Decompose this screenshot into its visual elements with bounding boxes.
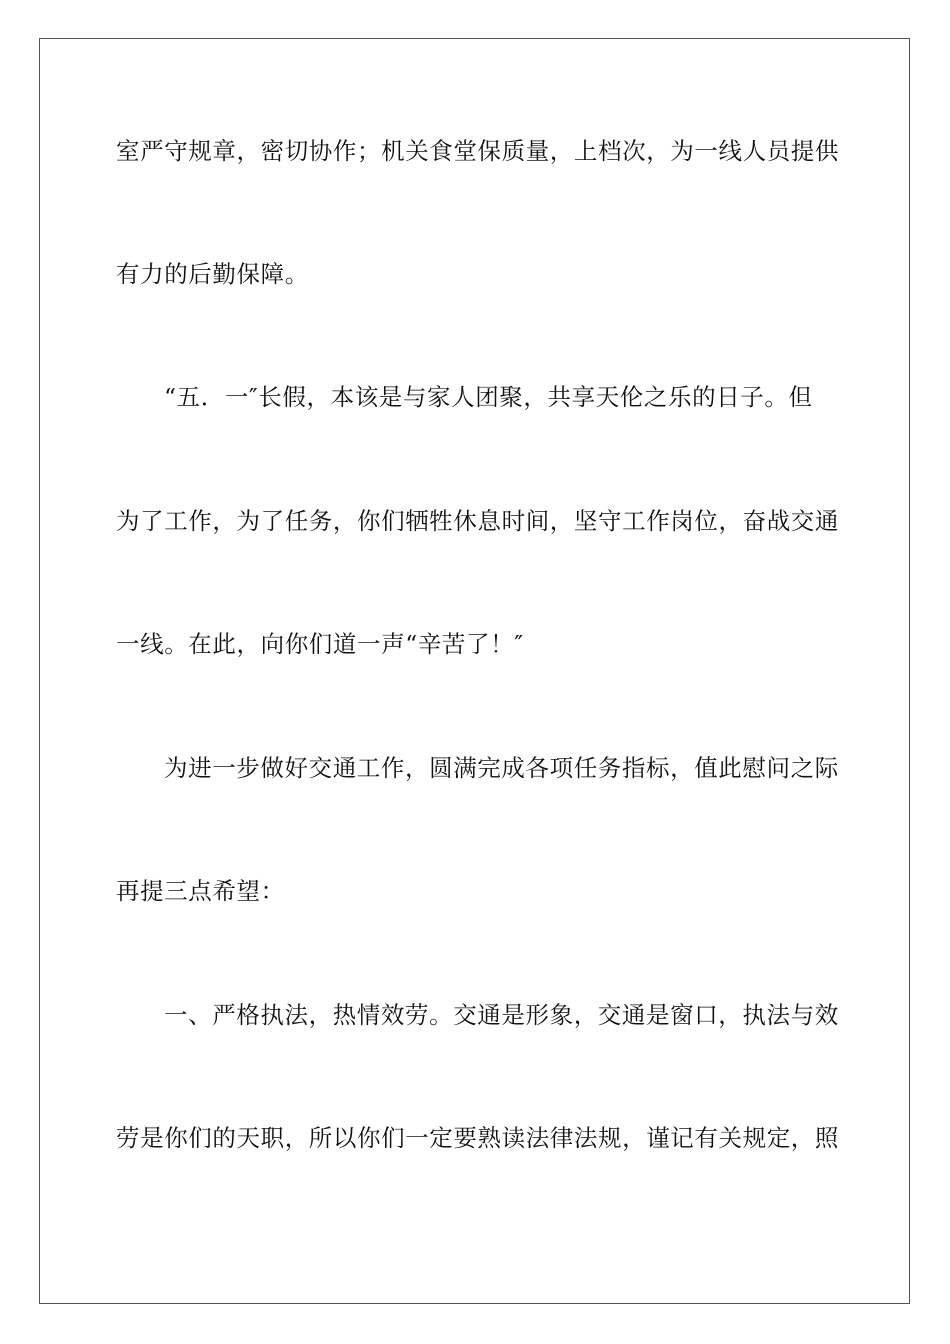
text-line: 为了工作，为了任务，你们牺牲休息时间，坚守工作岗位，奋战交通 bbox=[116, 507, 839, 535]
text-line: 一线。在此，向你们道一声“辛苦了！″ bbox=[116, 630, 524, 658]
text-line: 劳是你们的天职，所以你们一定要熟读法律法规，谨记有关规定，照 bbox=[116, 1124, 839, 1152]
paragraph-start-line: “五．一″长假，本该是与家人团聚，共享天伦之乐的日子。但 bbox=[164, 383, 813, 411]
text-line: 室严守规章，密切协作；机关食堂保质量，上档次，为一线人员提供 bbox=[116, 137, 839, 165]
paragraph-start-line: 一、严格执法，热情效劳。交通是形象，交通是窗口，执法与效 bbox=[164, 1001, 839, 1029]
text-line: 有力的后勤保障。 bbox=[116, 260, 309, 288]
paragraph-start-line: 为进一步做好交通工作，圆满完成各项任务指标，值此慰问之际 bbox=[164, 754, 839, 782]
page-border bbox=[39, 38, 910, 1304]
text-line: 再提三点希望： bbox=[116, 877, 285, 905]
